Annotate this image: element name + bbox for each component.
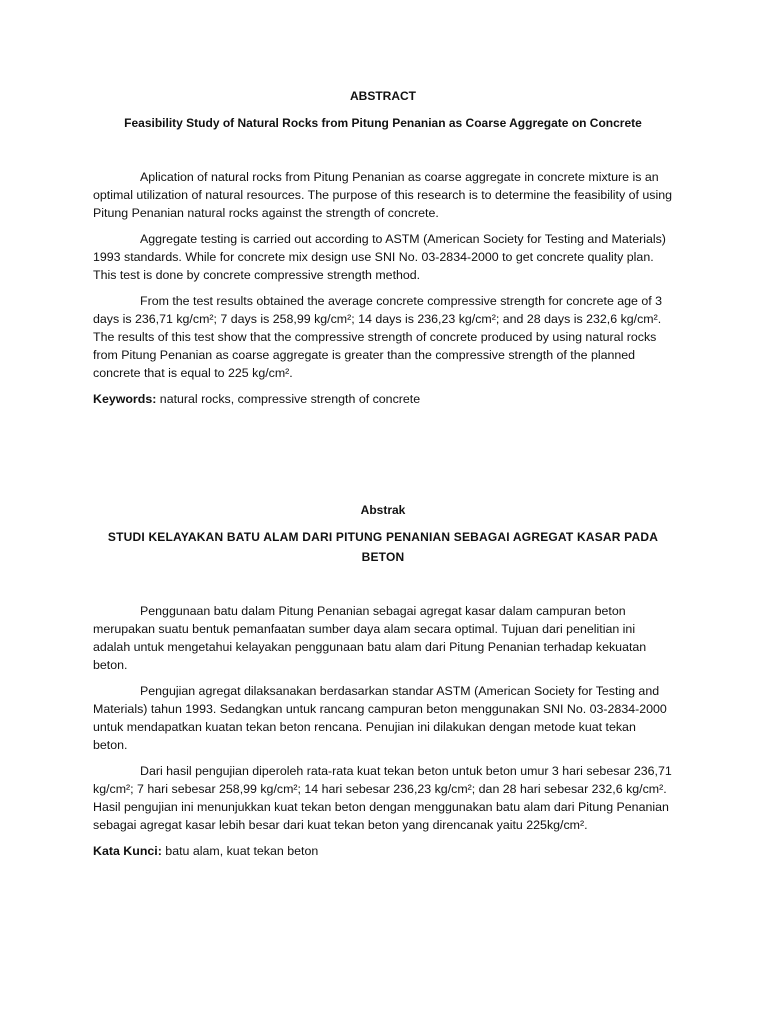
abstract-title: Feasibility Study of Natural Rocks from Pitung Penanian as Coarse Aggregate on Concrete: [124, 116, 642, 130]
abstrak-indonesian: [93, 500, 673, 860]
kata-kunci-line: [93, 842, 673, 860]
abstrak-paragraph: Penggunaan batu dalam Pitung Penanian sebagai agregat kasar dalam campuran beton merupakan suatu bentuk pemanfaatan sumber daya alam secara optimal. Tujuan dari penelitian ini adalah untuk mengetahui kelayakan penggunaan batu alam dari Pitung Penanian terhadap kekuatan beton.: [93, 604, 647, 672]
abstract-paragraph: From the test results obtained the average concrete compressive strength for concrete age of 3 days is 236,71 kg/cm²; 7 days is 258,99 kg/cm²; 14 days is 236,23 kg/cm²; and 28 days is 232,6 kg/cm². The results of this test show that the compressive strength of concrete produced by using natural rocks from Pitung Penanian as coarse aggregate is greater than the compressive strength of the planned concrete that is equal to 225 kg/cm².: [93, 294, 663, 380]
abstract-heading: ABSTRACT: [350, 89, 416, 103]
keywords-value: natural rocks, compressive strength of concrete: [156, 392, 421, 406]
keywords-line: [93, 390, 673, 408]
abstract-body: [93, 168, 673, 408]
abstrak-heading: Abstrak: [360, 503, 406, 517]
kata-kunci-label: Kata Kunci:: [93, 844, 162, 858]
abstrak-paragraph: Dari hasil pengujian diperoleh rata-rata kuat tekan beton untuk beton umur 3 hari sebesar 236,71 kg/cm²; 7 hari sebesar 258,99 kg/cm²; 14 hari sebesar 236,23 kg/cm²; dan 28 hari sebesar 232,6 kg/cm². Hasil pengujian ini menunjukkan kuat tekan beton dengan menggunakan batu alam dari Pitung Penanian sebagai agregat kasar lebih besar dari kuat tekan beton yang direncanak yaitu 225kg/cm².: [93, 764, 672, 832]
abstrak-paragraph: Pengujian agregat dilaksanakan berdasarkan standar ASTM (American Society for Testing and Materials) tahun 1993. Sedangkan untuk rancang campuran beton menggunakan SNI No. 03-2834-2000 untuk mendapatkan kuatan tekan beton rencana. Penujian ini dilakukan dengan metode kuat tekan beton.: [93, 684, 667, 752]
keywords-label: Keywords:: [93, 392, 157, 406]
abstract-english: [93, 86, 673, 408]
abstrak-title: STUDI KELAYAKAN BATU ALAM DARI PITUNG PENANIAN SEBAGAI AGREGAT KASAR PADA BETON: [107, 530, 659, 564]
abstrak-body: [93, 602, 673, 860]
abstract-paragraph: Aplication of natural rocks from Pitung Penanian as coarse aggregate in concrete mixture is an optimal utilization of natural resources. The purpose of this research is to determine the feasibility of using Pitung Penanian natural rocks against the strength of concrete.: [93, 170, 672, 220]
kata-kunci-value: batu alam, kuat tekan beton: [161, 844, 319, 858]
abstract-paragraph: Aggregate testing is carried out according to ASTM (American Society for Testing and Materials) 1993 standards. While for concrete mix design use SNI No. 03-2834-2000 to get concrete quality plan. This test is done by concrete compressive strength method.: [93, 232, 666, 282]
